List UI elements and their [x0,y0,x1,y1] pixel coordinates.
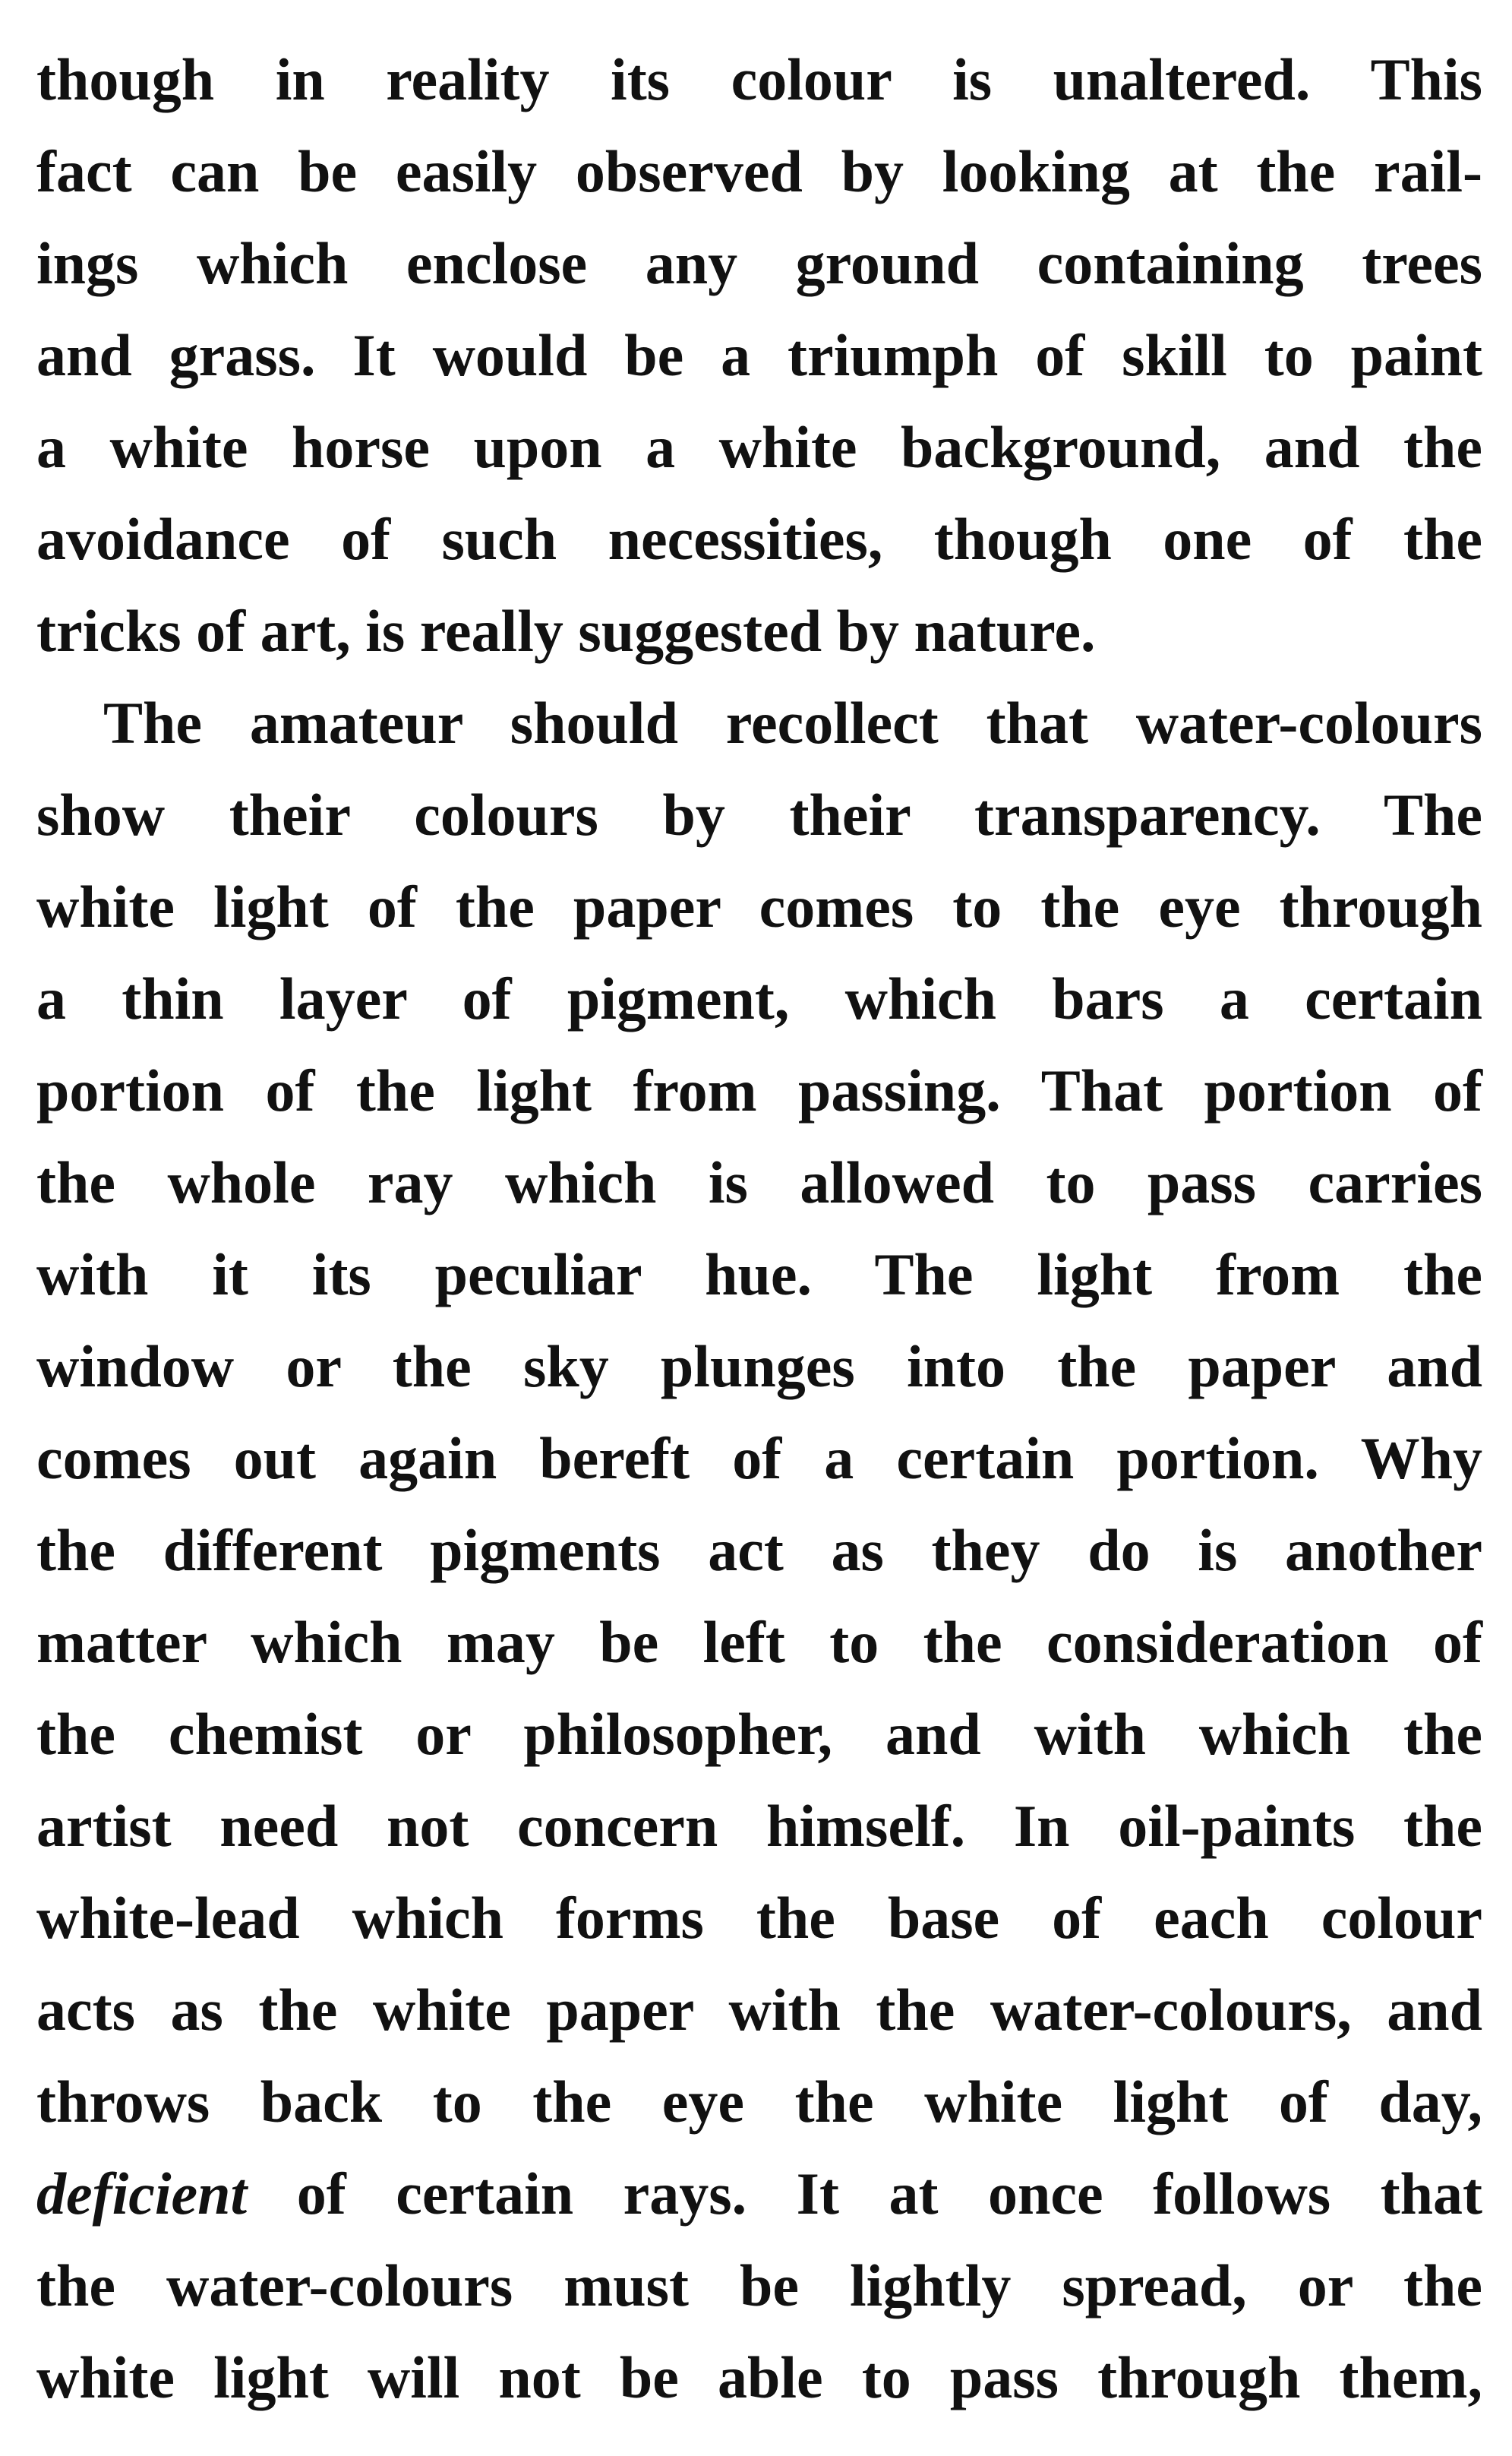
text-line-11: a thin layer of pigment, which bars a certain [36,966,1482,1032]
text-line-18: matter which may be left to the consideration of [36,1609,1482,1675]
text-line-21: white-lead which forms the base of each colour [36,1885,1482,1951]
text-line-20: artist need not concern himself. In oil-paints the [36,1793,1482,1859]
text-line-24 [36,2148,1482,2239]
text-line-7: tricks of art, is really suggested by nature. [36,598,1096,664]
text-line-25: the water-colours must be lightly spread, or the [36,2252,1482,2319]
text-line-8: The amateur should recollect that water-colours [103,690,1482,756]
text-line-13: the whole ray which is allowed to pass carries [36,1149,1482,1215]
text-line-2: fact can be easily observed by looking at the rail- [36,138,1482,204]
text-line-1: though in reality its colour is unaltered. This [36,46,1482,112]
text-line-9: show their colours by their transparency. The [36,782,1482,848]
text-line-24-rest: of certain rays. It at once follows that [247,2160,1482,2227]
text-line-16: comes out again bereft of a certain portion. Why [36,1425,1482,1491]
text-line-26: white light will not be able to pass through them, [36,2344,1482,2410]
text-line-22: acts as the white paper with the water-colours, and [36,1977,1482,2043]
text-line-4: and grass. It would be a triumph of skill to paint [36,322,1482,388]
text-line-12: portion of the light from passing. That portion of [36,1057,1482,1124]
text-line-10: white light of the paper comes to the eye through [36,874,1482,940]
text-line-17: the different pigments act as they do is another [36,1517,1482,1583]
text-line-23: throws back to the eye the white light of day, [36,2069,1482,2135]
text-line-5: a white horse upon a white background, and the [36,414,1482,480]
text-line-3: ings which enclose any ground containing trees [36,230,1482,296]
body-text [36,33,1482,2423]
italic-word: deficient [36,2160,248,2227]
text-line-6: avoidance of such necessities, though one of the [36,506,1482,572]
text-line-14: with it its peculiar hue. The light from the [36,1241,1482,1307]
text-line-15: window or the sky plunges into the paper and [36,1333,1482,1399]
text-line-19: the chemist or philosopher, and with which the [36,1701,1482,1767]
